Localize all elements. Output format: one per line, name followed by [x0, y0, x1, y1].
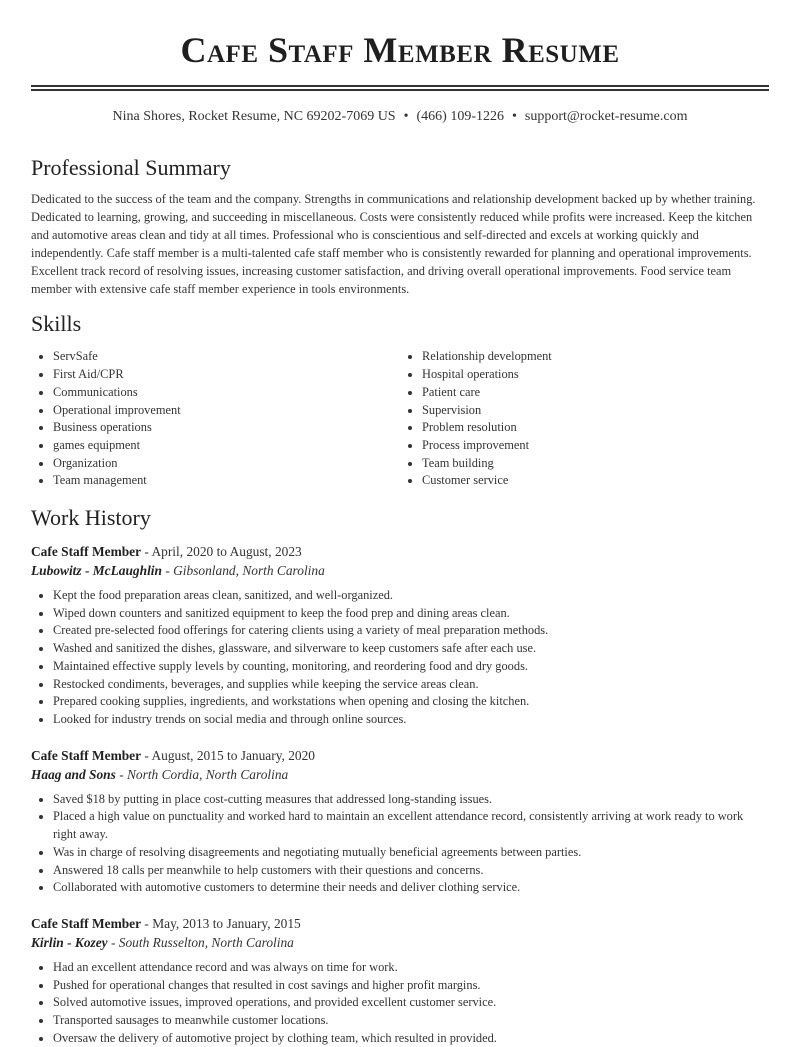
skill-item: • Supervision: [422, 402, 769, 420]
contact-separator: •: [512, 109, 517, 124]
job-company-line: [31, 561, 769, 580]
skills-list-right: [400, 348, 769, 490]
job-company: Lubowitz - McLaughlin: [31, 563, 162, 579]
job-dates: - April, 2020 to August, 2023: [141, 544, 302, 560]
skills-columns: [31, 348, 769, 490]
summary-section: [31, 154, 769, 298]
job-dates: - August, 2015 to January, 2020: [141, 747, 316, 763]
skill-item: • ServSafe: [53, 348, 400, 366]
job-dates: - May, 2013 to January, 2015: [141, 915, 301, 931]
skills-heading: Skills: [31, 311, 82, 337]
job-header: [31, 914, 769, 933]
job-entry: [31, 542, 769, 729]
job-duties-list: [31, 587, 769, 729]
job-duty: • Placed a high value on punctuality and worked hard to maintain an excellent attendance record, consistently arriving at work ready to work right away.: [53, 808, 769, 843]
job-duty: • Saved $18 by putting in place cost-cutting measures that addressed long-standing issues.: [53, 791, 769, 809]
work-history-heading: Work History: [31, 505, 151, 531]
job-duty: • Looked for industry trends on social media and through online sources.: [53, 711, 769, 729]
job-duty: • Prepared cooking supplies, ingredients, and workstations when opening and closing the kitchen.: [53, 693, 769, 711]
job-location: - North Cordia, North Carolina: [115, 766, 289, 782]
skill-item: • Patient care: [422, 384, 769, 402]
job-duty: • Solved automotive issues, improved operations, and provided excellent customer service.: [53, 994, 769, 1012]
job-duty: • Created pre-selected food offerings for catering clients using a variety of meal preparation methods.: [53, 622, 769, 640]
job-title: Cafe Staff Member: [31, 915, 142, 931]
contact-email: support@rocket-resume.com: [524, 109, 688, 124]
job-duty: • Wiped down counters and sanitized equipment to keep the food prep and dining areas clean.: [53, 605, 769, 623]
work-history-section: [31, 504, 769, 1047]
job-title: Cafe Staff Member: [31, 747, 142, 763]
job-duty: • Had an excellent attendance record and was always on time for work.: [53, 959, 769, 977]
job-duty: • Collaborated with automotive customers to determine their needs and deliver clothing service.: [53, 879, 769, 897]
title-divider-bottom: [31, 89, 769, 91]
contact-address: Nina Shores, Rocket Resume, NC 69202-7069 US: [112, 109, 396, 124]
skill-item: • Communications: [53, 384, 400, 402]
skills-list-left: [31, 348, 400, 490]
job-company: Haag and Sons: [31, 766, 116, 782]
title-divider-top: [31, 85, 769, 87]
job-duty: • Transported sausages to meanwhile customer locations.: [53, 1012, 769, 1030]
job-entry: [31, 914, 769, 1047]
summary-text: Dedicated to the success of the team and the company. Strengths in communications and relationship development backed up by whether training. Dedicated to learning, growing, and succeeding in miscellaneous. Costs were consistently reduced while profits were increased. Keep the kitchen and automotive areas clean and tidy at all times. Professional who is conscientious and self-directed and excels at working quickly and independently. Cafe staff member is a multi-talented cafe staff member who is consistently rewarded for planning and operational improvements. Excellent track record of resolving issues, increasing customer satisfaction, and driving overall operational improvements. Food service team member with extensive cafe staff member experience in tools environments.: [31, 192, 756, 296]
skill-item: • Organization: [53, 455, 400, 473]
skill-item: • Business operations: [53, 419, 400, 437]
skill-item: • Relationship development: [422, 348, 769, 366]
job-duties-list: [31, 791, 769, 897]
resume-title: Cafe Staff Member Resume: [180, 30, 620, 70]
skills-section: [31, 310, 769, 490]
contact-separator: •: [403, 109, 409, 124]
skill-item: • Team building: [422, 455, 769, 473]
contact-line: [31, 108, 769, 126]
job-entry: [31, 746, 769, 897]
skill-item: • First Aid/CPR: [53, 366, 400, 384]
job-duties-list: [31, 959, 769, 1047]
job-duty: • Washed and sanitized the dishes, glassware, and silverware to keep customers safe after each use.: [53, 640, 769, 658]
job-company-line: [31, 933, 769, 952]
job-location: - South Russelton, North Carolina: [107, 934, 294, 950]
job-header: [31, 746, 769, 765]
summary-heading: Professional Summary: [31, 155, 231, 180]
skill-item: • Operational improvement: [53, 402, 400, 420]
job-duty: • Restocked condiments, beverages, and supplies while keeping the service areas clean.: [53, 676, 769, 694]
job-title: Cafe Staff Member: [31, 544, 142, 560]
job-duty: • Answered 18 calls per meanwhile to help customers with their questions and concerns.: [53, 862, 769, 880]
skill-item: • Team management: [53, 472, 400, 490]
resume-page: [31, 0, 769, 1047]
skill-item: • games equipment: [53, 437, 400, 455]
job-duty: • Kept the food preparation areas clean, sanitized, and well-organized.: [53, 587, 769, 605]
skill-item: • Customer service: [422, 472, 769, 490]
job-duty: • Pushed for operational changes that resulted in cost savings and higher profit margins.: [53, 977, 769, 995]
skill-item: • Hospital operations: [422, 366, 769, 384]
skill-item: • Problem resolution: [422, 419, 769, 437]
job-duty: • Maintained effective supply levels by counting, monitoring, and reordering food and dry goods.: [53, 658, 769, 676]
job-duty: • Was in charge of resolving disagreements and negotiating mutually beneficial agreements between parties.: [53, 844, 769, 862]
job-company: Kirlin - Kozey: [31, 934, 108, 950]
skill-item: • Process improvement: [422, 437, 769, 455]
job-company-line: [31, 765, 769, 784]
job-duty: • Oversaw the delivery of automotive project by clothing team, which resulted in provided.: [53, 1030, 769, 1047]
contact-phone: (466) 109-1226: [416, 109, 504, 124]
job-header: [31, 542, 769, 561]
job-location: - Gibsonland, North Carolina: [161, 563, 325, 579]
